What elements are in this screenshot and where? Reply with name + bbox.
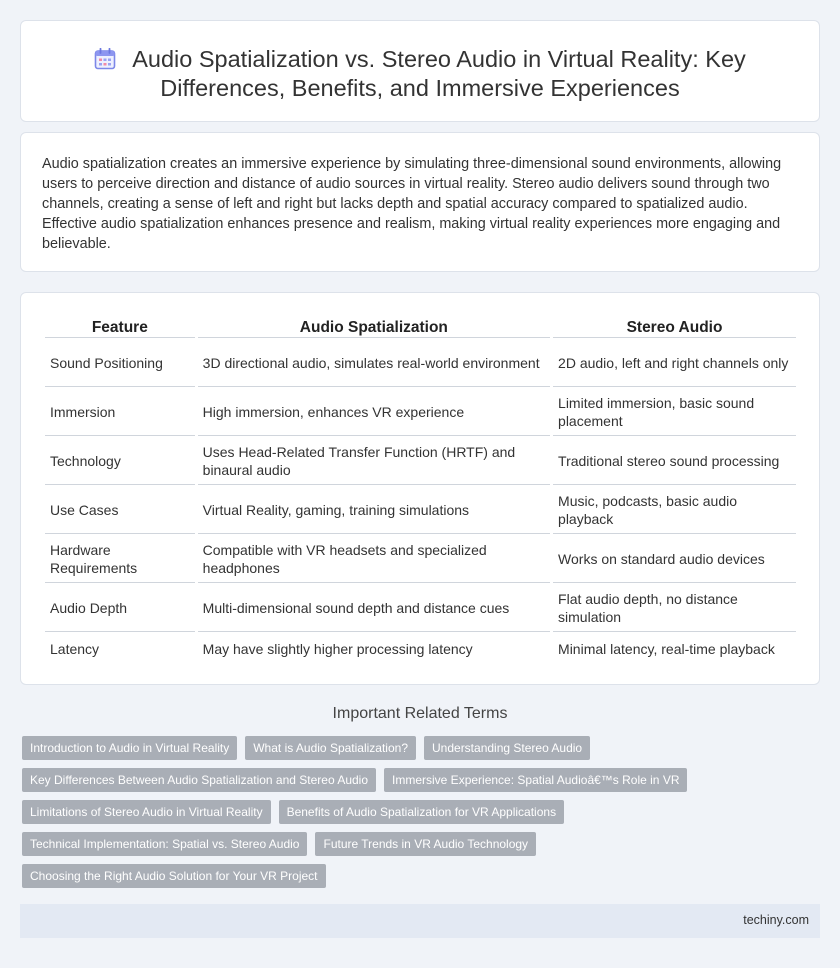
- spatialization-cell: High immersion, enhances VR experience: [198, 389, 550, 436]
- stereo-cell: Traditional stereo sound processing: [553, 438, 796, 485]
- related-tag[interactable]: Choosing the Right Audio Solution for Your VR Project: [22, 864, 326, 888]
- spatialization-cell: Virtual Reality, gaming, training simulations: [198, 487, 550, 534]
- footer: [20, 904, 820, 938]
- title-card: [20, 20, 820, 122]
- related-tag[interactable]: Immersive Experience: Spatial Audioâ€™s Role in VR: [384, 768, 687, 792]
- intro-paragraph: Audio spatialization creates an immersive experience by simulating three-dimensional sound environments, allowing users to perceive direction and distance of audio sources in virtual reality. Stereo audio delivers sound through two channels, creating a sense of left and right but lacks depth and spatial accuracy compared to spatialized audio. Effective audio spatialization enhances presence and realism, making virtual reality experiences more engaging and believable.: [42, 156, 782, 252]
- header-audio-spatialization: Audio Spatialization: [198, 318, 550, 338]
- spatialization-cell: Multi-dimensional sound depth and distance cues: [198, 585, 550, 632]
- feature-cell: Immersion: [45, 389, 195, 436]
- stereo-cell: Music, podcasts, basic audio playback: [553, 487, 796, 534]
- related-tag[interactable]: What is Audio Spatialization?: [245, 736, 416, 760]
- feature-cell: Technology: [45, 438, 195, 485]
- stereo-cell: Minimal latency, real-time playback: [558, 641, 775, 657]
- table-row: [45, 536, 796, 583]
- feature-cell: Hardware Requirements: [45, 536, 195, 583]
- feature-cell: Sound Positioning: [45, 340, 195, 387]
- spatialization-cell: Uses Head-Related Transfer Function (HRTF) and binaural audio: [198, 438, 550, 485]
- related-tag[interactable]: Introduction to Audio in Virtual Reality: [22, 736, 237, 760]
- table-header-row: [45, 318, 796, 338]
- related-tag[interactable]: Technical Implementation: Spatial vs. Stereo Audio: [22, 832, 307, 856]
- feature-cell: Latency: [50, 641, 100, 657]
- table-row: [45, 585, 796, 632]
- table-row: [45, 487, 796, 534]
- comparison-table: [42, 316, 799, 666]
- related-terms-heading: Important Related Terms: [332, 705, 508, 722]
- stereo-cell: Works on standard audio devices: [553, 536, 796, 583]
- comparison-table-card: [20, 292, 820, 685]
- stereo-cell: 2D audio, left and right channels only: [553, 340, 796, 387]
- spatialization-cell: 3D directional audio, simulates real-world environment: [198, 340, 550, 387]
- stereo-cell: Flat audio depth, no distance simulation: [553, 585, 796, 632]
- calendar-icon: [94, 48, 116, 70]
- tag-row: [22, 736, 702, 760]
- page-title: [21, 45, 819, 103]
- stereo-cell: Limited immersion, basic sound placement: [553, 389, 796, 436]
- spatialization-cell: Compatible with VR headsets and specialized headphones: [198, 536, 550, 583]
- tag-row: [22, 832, 702, 856]
- feature-cell: Use Cases: [45, 487, 195, 534]
- intro-card: [20, 132, 820, 272]
- related-tag[interactable]: Future Trends in VR Audio Technology: [315, 832, 536, 856]
- footer-site-link[interactable]: techiny.com: [743, 913, 809, 927]
- spatialization-cell: May have slightly higher processing latency: [202, 641, 473, 657]
- related-tag[interactable]: Key Differences Between Audio Spatialization and Stereo Audio: [22, 768, 376, 792]
- table-row: [45, 389, 796, 436]
- feature-cell: Audio Depth: [45, 585, 195, 632]
- related-terms-list: [22, 736, 702, 896]
- related-tag[interactable]: Understanding Stereo Audio: [424, 736, 590, 760]
- table-row: [45, 634, 796, 664]
- tag-row: [22, 800, 702, 824]
- table-row: [45, 340, 796, 387]
- related-tag[interactable]: Benefits of Audio Spatialization for VR Applications: [279, 800, 565, 824]
- header-stereo-audio: Stereo Audio: [553, 318, 796, 338]
- tag-row: [22, 864, 702, 888]
- table-row: [45, 438, 796, 485]
- page-title-text: Audio Spatialization vs. Stereo Audio in Virtual Reality: Key Differences, Benefits, and Immersive Experiences: [132, 46, 746, 101]
- related-tag[interactable]: Limitations of Stereo Audio in Virtual Reality: [22, 800, 271, 824]
- header-feature: Feature: [45, 318, 195, 338]
- tag-row: [22, 768, 702, 792]
